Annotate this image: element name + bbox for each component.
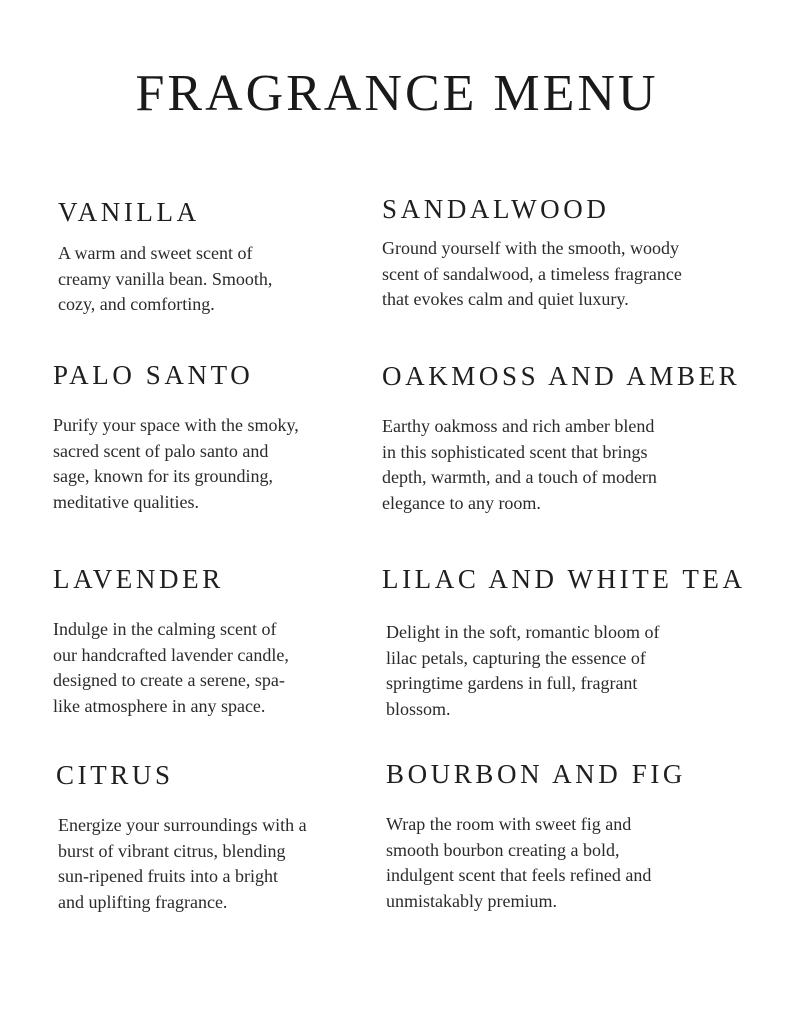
fragrance-item-lavender: [53, 563, 289, 719]
fragrance-name: PALO SANTO: [53, 360, 254, 390]
fragrance-item-bourbon-and-fig: [386, 758, 686, 914]
fragrance-description: Delight in the soft, romantic bloom of lilac petals, capturing the essence of springtime gardens in full, fragrant blossom.: [386, 622, 660, 719]
fragrance-description: Energize your surroundings with a burst of vibrant citrus, blending sun-ripened fruits into a bright and uplifting fragrance.: [58, 815, 307, 912]
fragrance-description: Earthy oakmoss and rich amber blend in this sophisticated scent that brings depth, warmth, and a touch of modern elegance to any room.: [382, 416, 657, 513]
fragrance-name: LAVENDER: [53, 564, 224, 594]
fragrance-item-lilac-and-white-tea: [382, 563, 746, 722]
fragrance-name: OAKMOSS AND AMBER: [382, 361, 741, 391]
fragrance-item-sandalwood: [382, 193, 682, 313]
fragrance-description: Purify your space with the smoky, sacred scent of palo santo and sage, known for its grounding, meditative qualities.: [53, 415, 299, 512]
fragrance-name: CITRUS: [56, 760, 174, 790]
fragrance-description: A warm and sweet scent of creamy vanilla bean. Smooth, cozy, and comforting.: [58, 243, 273, 314]
fragrance-description: Wrap the room with sweet fig and smooth bourbon creating a bold, indulgent scent that feels refined and unmistakably premium.: [386, 814, 652, 911]
page-title: FRAGRANCE MENU: [135, 65, 659, 122]
fragrance-item-oakmoss-and-amber: [382, 360, 740, 516]
fragrance-name: BOURBON AND FIG: [386, 759, 687, 789]
fragrance-item-citrus: [56, 759, 307, 915]
fragrance-description: Ground yourself with the smooth, woody scent of sandalwood, a timeless fragrance that evokes calm and quiet luxury.: [382, 238, 682, 309]
fragrance-description: Indulge in the calming scent of our handcrafted lavender candle, designed to create a serene, spa- like atmosphere in any space.: [53, 619, 289, 716]
fragrance-name: LILAC AND WHITE TEA: [382, 564, 746, 594]
fragrance-name: SANDALWOOD: [382, 194, 610, 224]
fragrance-item-palo-santo: [53, 359, 299, 515]
fragrance-name: VANILLA: [58, 197, 200, 227]
fragrance-item-vanilla: [58, 196, 272, 318]
